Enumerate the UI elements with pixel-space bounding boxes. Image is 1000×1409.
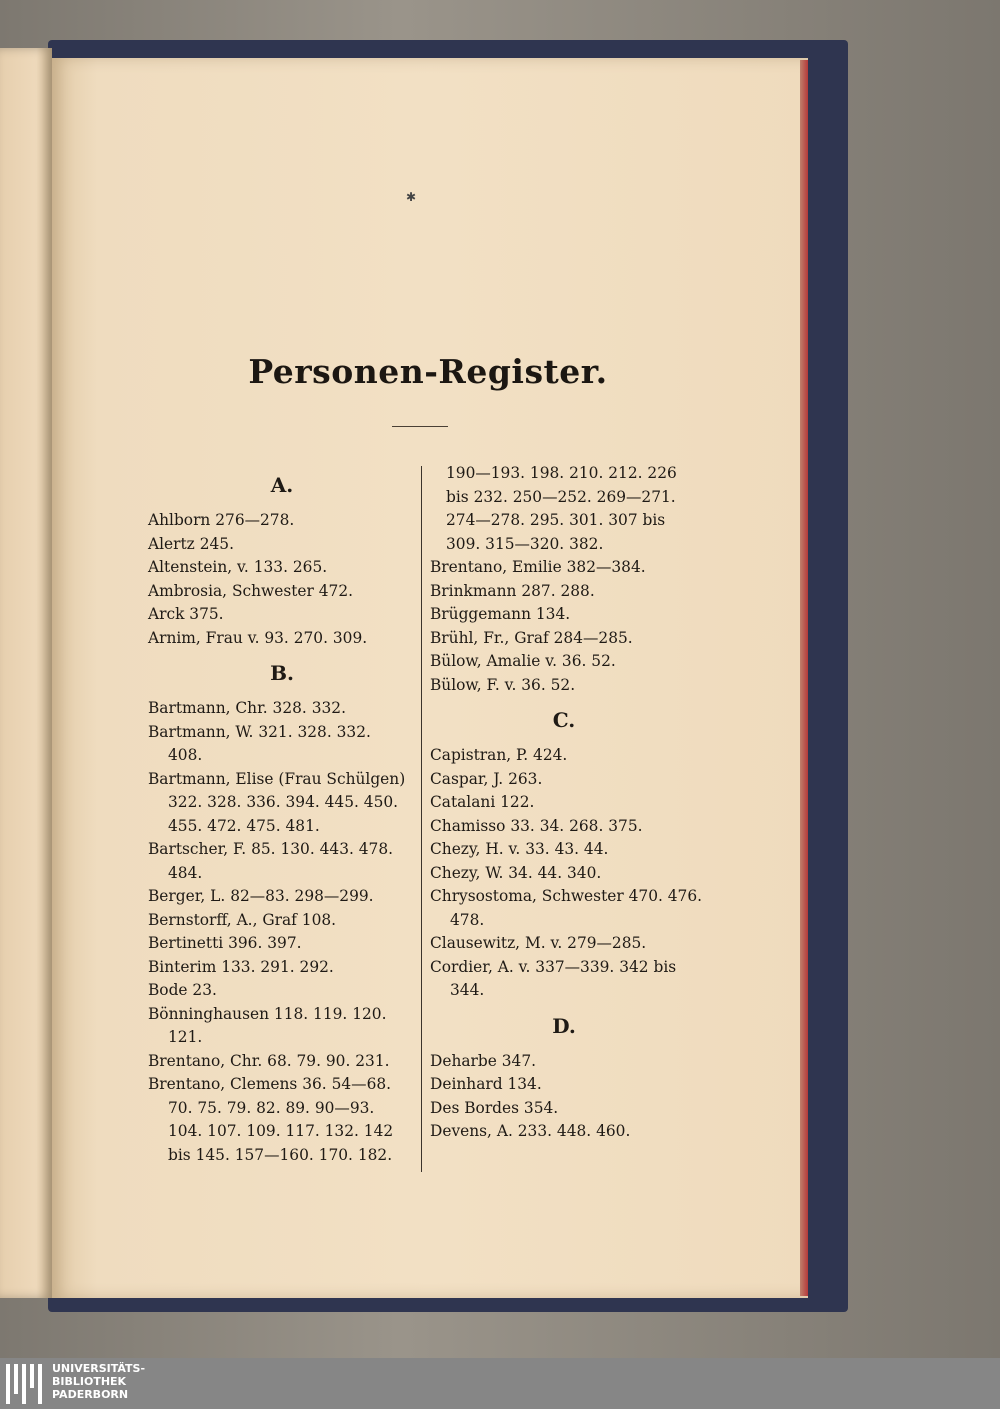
index-entry bbox=[148, 885, 416, 909]
index-entry bbox=[148, 697, 416, 721]
index-entry-line: Bartmann, Elise (Frau Schülgen) bbox=[148, 769, 406, 788]
index-entry-line: 484. bbox=[168, 863, 203, 882]
index-entry-line: Brentano, Chr. 68. 79. 90. 231. bbox=[148, 1051, 390, 1070]
index-entry bbox=[430, 1097, 698, 1121]
index-entry bbox=[148, 627, 416, 651]
index-entry-line: Chrysostoma, Schwester 470. 476. bbox=[430, 887, 703, 905]
section-letter: A. bbox=[270, 473, 294, 497]
index-entry-line: Brentano, Clemens 36. 54—68. bbox=[148, 1075, 392, 1093]
index-entry-line: Chamisso 33. 34. 268. 375. bbox=[430, 816, 643, 835]
index-entry bbox=[430, 1073, 698, 1097]
index-entry-line: Cordier, A. v. 337—339. 342 bis bbox=[430, 957, 677, 976]
index-entry bbox=[430, 956, 698, 1003]
index-entry bbox=[430, 1050, 698, 1074]
index-entry-line: Brühl, Fr., Graf 284—285. bbox=[430, 628, 633, 647]
index-entry bbox=[430, 556, 698, 580]
index-entry bbox=[148, 956, 416, 980]
index-entry bbox=[430, 885, 703, 932]
index-entry-line: 344. bbox=[450, 981, 485, 999]
index-entry-line: 121. bbox=[168, 1028, 203, 1046]
index-entry-line: Capistran, P. 424. bbox=[430, 746, 568, 764]
section-letter: D. bbox=[552, 1013, 576, 1038]
index-entry bbox=[148, 932, 416, 956]
index-entry bbox=[430, 674, 698, 698]
index-entry bbox=[430, 791, 698, 815]
index-entry-line: Bernstorff, A., Graf 108. bbox=[148, 910, 337, 929]
column-divider bbox=[421, 466, 422, 1172]
index-entry bbox=[430, 603, 698, 627]
index-entry-line: Bönninghausen 118. 119. 120. bbox=[148, 1004, 387, 1023]
index-entry bbox=[430, 838, 698, 862]
index-entry-line: 455. 472. 475. 481. bbox=[168, 816, 320, 835]
index-entry-line: Brinkmann 287. 288. bbox=[430, 581, 595, 600]
index-entry-line: Bode 23. bbox=[148, 981, 217, 999]
index-entry-line: Arck 375. bbox=[148, 605, 224, 623]
index-entry-line: 478. bbox=[450, 910, 485, 929]
index-entry-continuation bbox=[430, 462, 698, 556]
index-entry-line: 322. 328. 336. 394. 445. 450. bbox=[168, 793, 399, 811]
index-entry bbox=[148, 603, 416, 627]
index-entry bbox=[430, 932, 698, 956]
index-entry-line: 274—278. 295. 301. 307 bis bbox=[446, 511, 666, 529]
index-entry-line: Des Bordes 354. bbox=[430, 1098, 559, 1117]
index-entry bbox=[148, 1003, 416, 1050]
index-entry bbox=[148, 580, 416, 604]
right-index-column bbox=[430, 462, 703, 1144]
index-entry bbox=[430, 1120, 698, 1144]
index-entry bbox=[430, 627, 698, 651]
index-entry-line: Bülow, Amalie v. 36. 52. bbox=[430, 652, 616, 670]
index-entry bbox=[430, 862, 698, 886]
index-entry-line: Chezy, W. 34. 44. 340. bbox=[430, 863, 602, 882]
index-entry bbox=[148, 1073, 416, 1167]
footer-bar bbox=[0, 1358, 1000, 1409]
index-entry-line: Bülow, F. v. 36. 52. bbox=[430, 675, 576, 694]
index-entry-line: Clausewitz, M. v. 279—285. bbox=[430, 934, 647, 952]
index-entry-line: Alertz 245. bbox=[148, 534, 234, 553]
index-entry-line: Altenstein, v. 133. 265. bbox=[148, 558, 328, 576]
ink-speck-mark: ✱ bbox=[406, 190, 417, 204]
section-letter: C. bbox=[552, 708, 576, 732]
logo-line-1: UNIVERSITÄTS- bbox=[52, 1362, 146, 1375]
index-entry-line: bis 232. 250—252. 269—271. bbox=[446, 487, 676, 506]
index-entry-line: Arnim, Frau v. 93. 270. 309. bbox=[148, 628, 368, 647]
index-entry bbox=[148, 1050, 416, 1074]
index-entry bbox=[430, 815, 698, 839]
index-entry-line: Devens, A. 233. 448. 460. bbox=[430, 1122, 631, 1140]
index-entry-line: Ambrosia, Schwester 472. bbox=[148, 581, 354, 600]
section-letter: B. bbox=[270, 661, 294, 685]
page-red-edge bbox=[800, 60, 808, 1296]
library-logo-text bbox=[52, 1362, 145, 1401]
index-entry bbox=[430, 768, 698, 792]
index-entry-line: Bartscher, F. 85. 130. 443. 478. bbox=[148, 840, 394, 858]
logo-line-2: BIBLIOTHEK bbox=[52, 1375, 127, 1388]
index-entry-line: Deharbe 347. bbox=[430, 1051, 537, 1070]
index-entry-line: 104. 107. 109. 117. 132. 142 bbox=[168, 1122, 394, 1140]
index-entry bbox=[148, 509, 416, 533]
index-entry-line: Binterim 133. 291. 292. bbox=[148, 957, 334, 976]
index-entry bbox=[430, 650, 698, 674]
index-entry-line: Bartmann, Chr. 328. 332. bbox=[148, 699, 346, 717]
index-entry-line: 190—193. 198. 210. 212. 226 bbox=[446, 464, 677, 482]
index-entry bbox=[148, 721, 416, 768]
index-entry-line: Caspar, J. 263. bbox=[430, 769, 543, 788]
index-entry bbox=[430, 580, 698, 604]
index-entry bbox=[148, 838, 416, 885]
index-entry bbox=[430, 744, 698, 768]
index-entry-line: Bartmann, W. 321. 328. 332. bbox=[148, 722, 371, 741]
index-entry bbox=[148, 533, 416, 557]
page-title: Personen-Register. bbox=[248, 352, 608, 391]
left-page-edge bbox=[0, 48, 52, 1298]
index-entry-line: Deinhard 134. bbox=[430, 1075, 542, 1093]
index-entry-line: 70. 75. 79. 82. 89. 90—93. bbox=[168, 1098, 375, 1117]
index-entry bbox=[148, 979, 416, 1003]
index-entry-line: 408. bbox=[168, 746, 203, 764]
title-rule bbox=[392, 426, 448, 427]
index-entry-line: bis 145. 157—160. 170. 182. bbox=[168, 1145, 393, 1164]
left-index-column bbox=[148, 462, 416, 1167]
index-entry-line: Catalani 122. bbox=[430, 793, 535, 811]
index-entry-line: Berger, L. 82—83. 298—299. bbox=[148, 887, 374, 905]
index-entry-line: 309. 315—320. 382. bbox=[446, 534, 604, 553]
library-logo-icon bbox=[6, 1364, 42, 1404]
index-entry-line: Brentano, Emilie 382—384. bbox=[430, 558, 646, 576]
logo-line-3: PADERBORN bbox=[52, 1388, 129, 1401]
index-entry bbox=[148, 768, 416, 839]
index-entry-line: Ahlborn 276—278. bbox=[148, 511, 295, 529]
index-entry bbox=[148, 909, 416, 933]
index-entry bbox=[148, 556, 416, 580]
index-entry-line: Bertinetti 396. 397. bbox=[148, 934, 302, 952]
index-entry-line: Chezy, H. v. 33. 43. 44. bbox=[430, 840, 609, 858]
index-entry-line: Brüggemann 134. bbox=[430, 605, 571, 623]
